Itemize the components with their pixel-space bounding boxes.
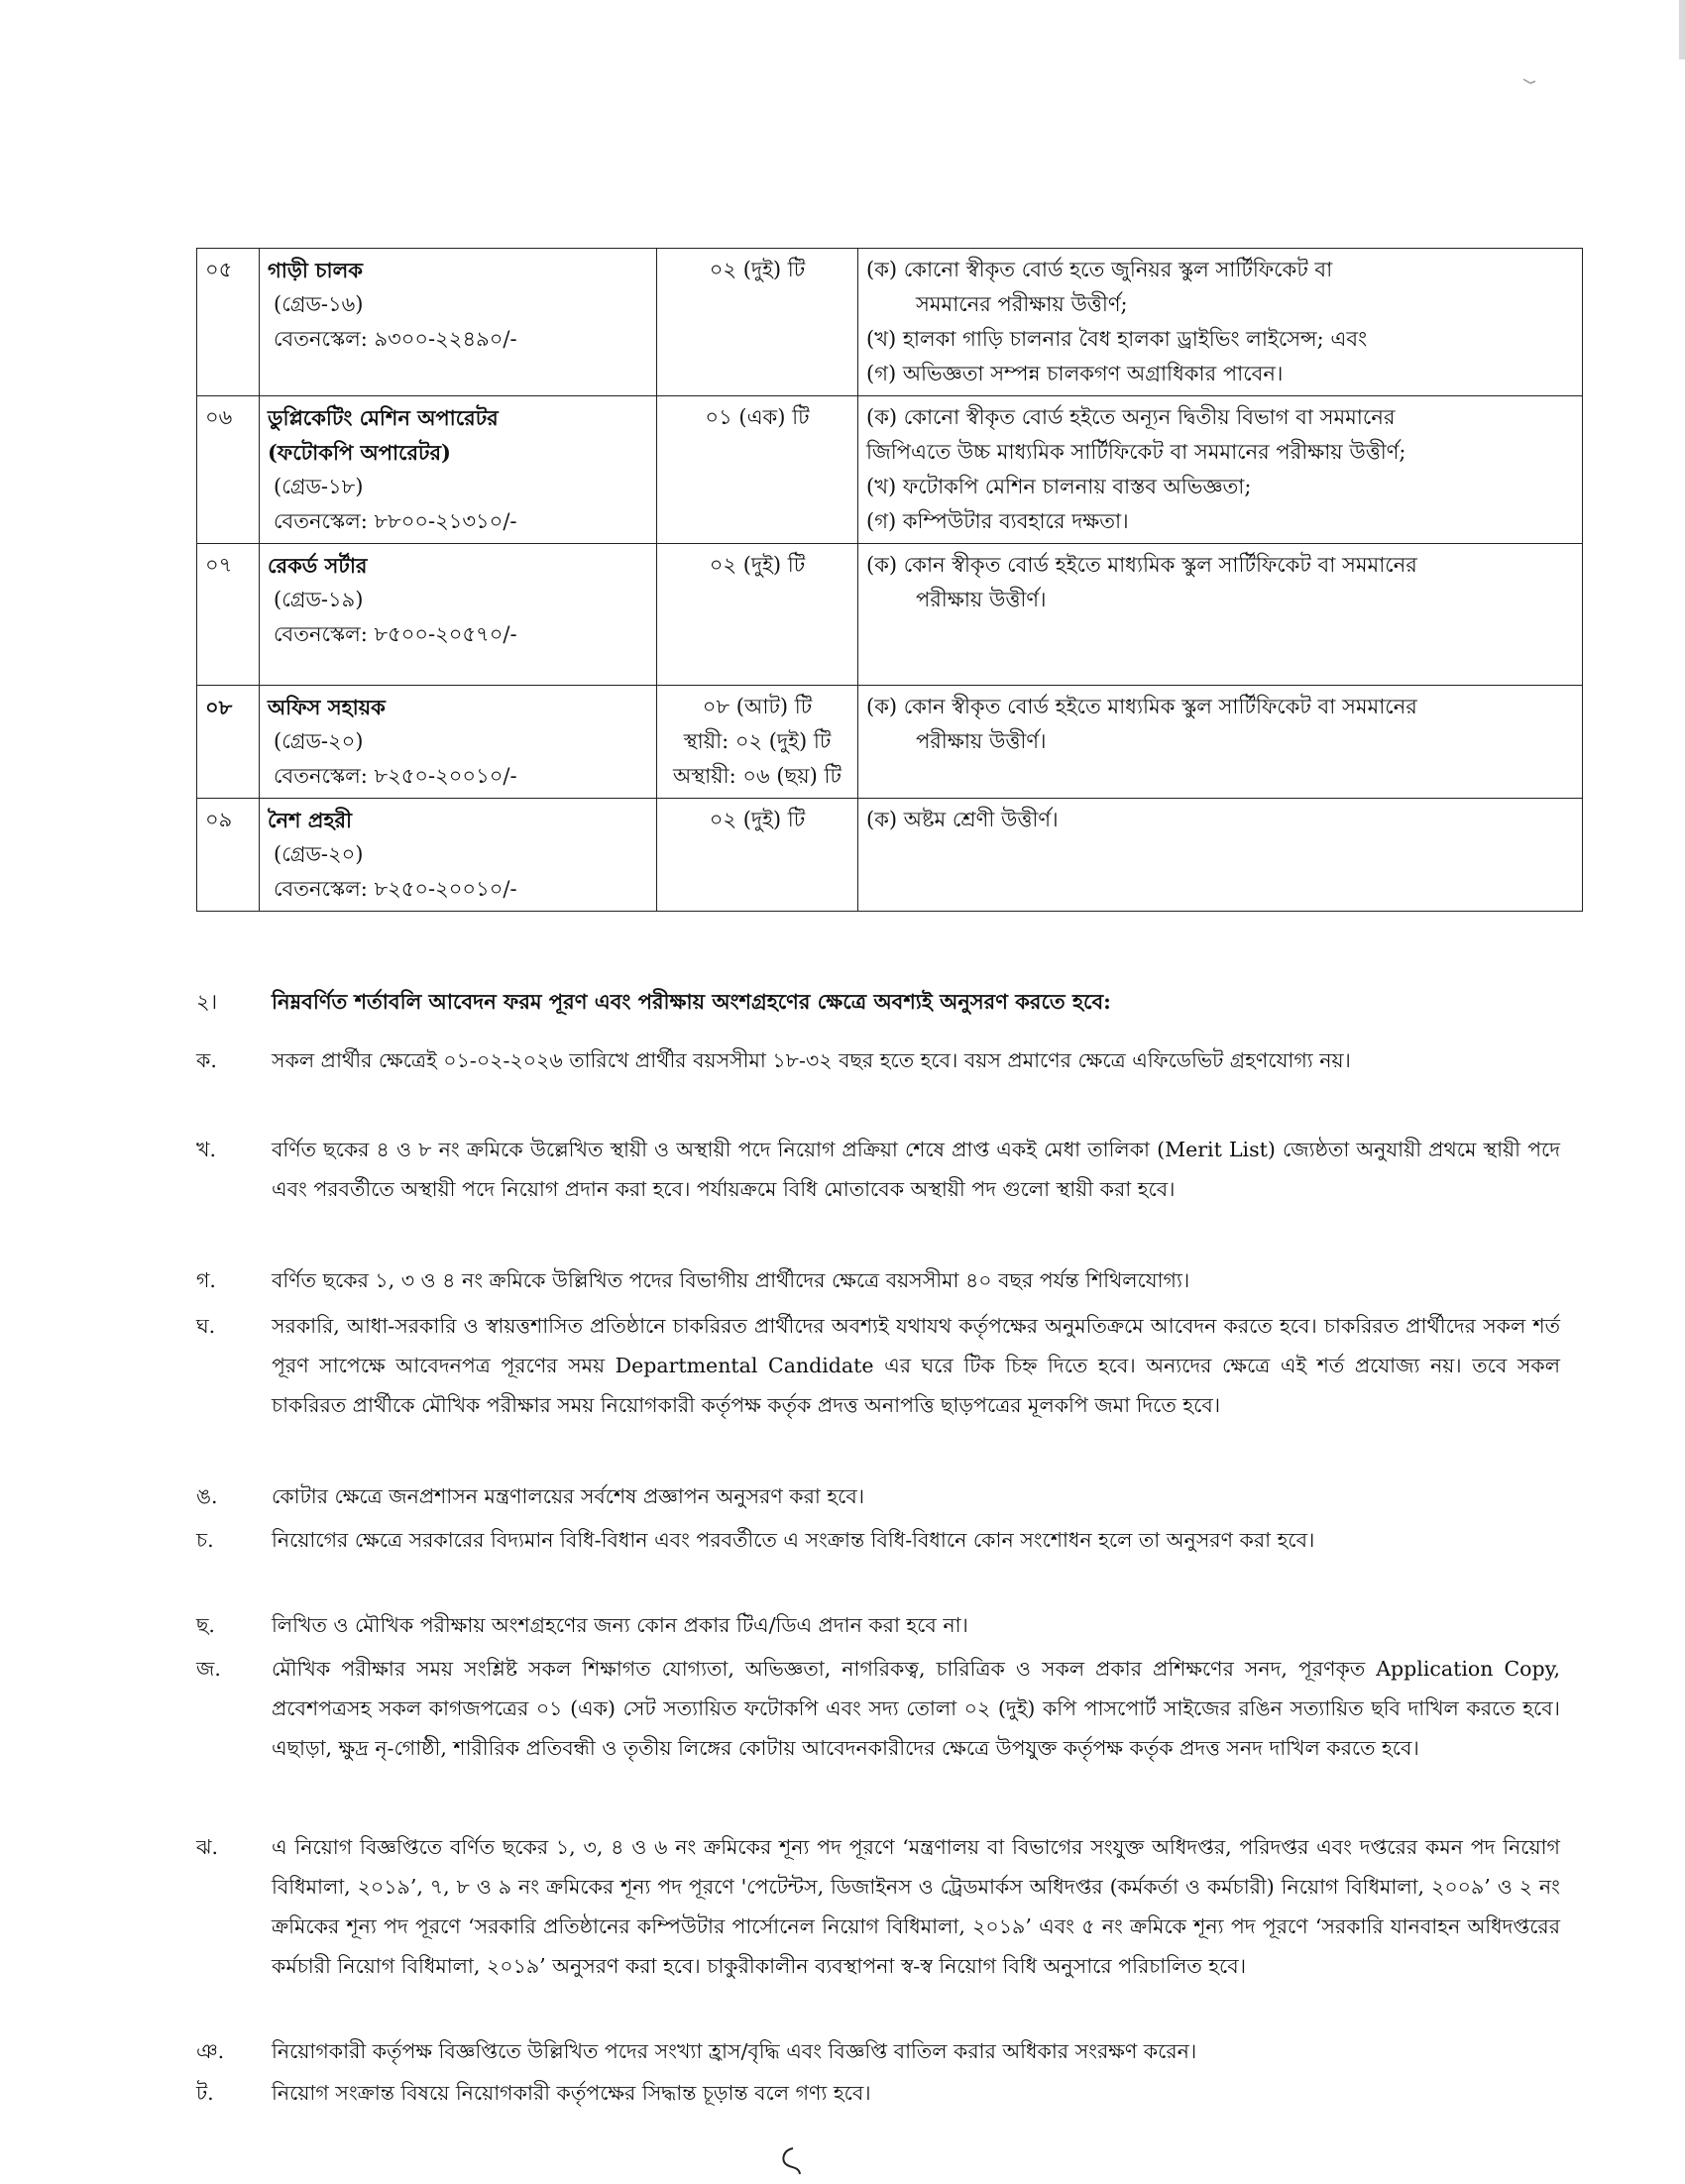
- table-row: [197, 396, 1583, 544]
- vacancy-count-cell: [657, 396, 858, 544]
- handwritten-page-number-icon: [777, 2144, 807, 2180]
- term-marker: ঞ.: [196, 2039, 225, 2063]
- post-grade: (গ্রেড-২০): [274, 729, 364, 753]
- post-title: নৈশ প্রহরী: [268, 808, 353, 832]
- page-number-mark: [777, 2144, 807, 2180]
- qualification-line: পরীক্ষায় উত্তীর্ণ।: [916, 588, 1047, 611]
- post-pay-scale: বেতনস্কেল: ৯৩০০-২২৪৯০/-: [274, 327, 517, 351]
- qualification-line: (ক) কোন স্বীকৃত বোর্ড হইতে মাধ্যমিক স্কুল সার্টিফিকেট বা সমমানের: [866, 695, 1417, 718]
- term-text: বর্ণিত ছকের ৪ ও ৮ নং ক্রমিকে উল্লেখিত স্থায়ী ও অস্থায়ী পদে নিয়োগ প্রক্রিয়া শেষে প্রাপ্ত একই মেধা তালিকা (Merit List) জ্যেষ্ঠতা অনুযায়ী প্রথমে স্থায়ী পদে এবং পরবর্তীতে অস্থায়ী পদে নিয়োগ প্রদান করা হবে। পর্যায়ক্রমে বিধি মোতাবেক অস্থায়ী পদ গুলো স্থায়ী করা হবে।: [272, 1138, 1560, 1201]
- qualification-line: (খ) হালকা গাড়ি চালনার বৈধ হালকা ড্রাইভিং লাইসেন্স; এবং: [866, 327, 1368, 351]
- post-pay-scale: বেতনস্কেল: ৮২৫০-২০০১০/-: [274, 764, 517, 788]
- term-marker: ট.: [196, 2081, 214, 2105]
- term-marker: খ.: [196, 1138, 216, 1161]
- vacancy-count: ০১ (এক) টি: [705, 405, 810, 429]
- qualification-line: (ক) কোন স্বীকৃত বোর্ড হইতে মাধ্যমিক স্কুল সার্টিফিকেট বা সমমানের: [866, 553, 1417, 577]
- post-pay-scale: বেতনস্কেল: ৮৮০০-২১৩১০/-: [274, 509, 517, 533]
- post-pay-scale: বেতনস্কেল: ৮৫০০-২০৫৭০/-: [274, 622, 517, 646]
- post-cell: [260, 686, 657, 799]
- table-row: [197, 249, 1583, 396]
- vacancy-count-cell: [657, 544, 858, 686]
- post-cell: [260, 544, 657, 686]
- term-text: এ নিয়োগ বিজ্ঞপ্তিতে বর্ণিত ছকের ১, ৩, ৪ ও ৬ নং ক্রমিকের শূন্য পদ পূরণে ‘মন্ত্রণালয় বা বিভাগের সংযুক্ত অধিদপ্তর, পরিদপ্তর এবং দপ্তরের কমন পদ নিয়োগ বিধিমালা, ২০১৯’, ৭, ৮ ও ৯ নং ক্রমিকের শূন্য পদ পূরণে 'পেটেন্টস, ডিজাইনস ও ট্রেডমার্কস অধিদপ্তর (কর্মকর্তা ও কর্মচারী) নিয়োগ বিধিমালা, ২০০৯’ ও ২ নং ক্রমিকের শূন্য পদ পূরণে ‘সরকারি প্রতিষ্ঠানের কম্পিউটার পার্সোনেল নিয়োগ বিধিমালা, ২০১৯’ এবং ৫ নং ক্রমিকে শূন্য পদ পূরণে ‘সরকারি যানবাহন অধিদপ্তরের কর্মচারী নিয়োগ বিধিমালা, ২০১৯’ অনুসরণ করা হবে। চাকুরীকালীন ব্যবস্থাপনা স্ব-স্ব নিয়োগ বিধি অনুসারে পরিচালিত হবে।: [272, 1835, 1560, 1978]
- scan-edge-shadow: [1679, 0, 1685, 59]
- row-serial: ০৫: [197, 249, 260, 396]
- section-number: ২।: [196, 990, 218, 1014]
- vacancy-count-cell: [657, 799, 858, 912]
- qualification-cell: [858, 396, 1583, 544]
- term-marker: চ.: [196, 1528, 214, 1552]
- term-text: লিখিত ও মৌখিক পরীক্ষায় অংশগ্রহণের জন্য কোন প্রকার টিএ/ডিএ প্রদান করা হবে না।: [272, 1613, 968, 1637]
- row-serial: ০৯: [197, 799, 260, 912]
- qualification-cell: [858, 799, 1583, 912]
- term-marker: জ.: [196, 1657, 221, 1681]
- post-title: রেকর্ড সর্টার: [268, 553, 368, 578]
- vacancy-count: ০২ (দুই) টি: [709, 808, 806, 831]
- post-grade: (গ্রেড-১৯): [274, 588, 364, 611]
- term-text: সকল প্রার্থীর ক্ষেত্রেই ০১-০২-২০২৬ তারিখে প্রার্থীর বয়সসীমা ১৮-৩২ বছর হতে হবে। বয়স প্রমাণের ক্ষেত্রে এফিডেভিট গ্রহণযোগ্য নয়।: [272, 1048, 1351, 1072]
- term-text: কোটার ক্ষেত্রে জনপ্রশাসন মন্ত্রণালয়ের সর্বশেষ প্রজ্ঞাপন অনুসরণ করা হবে।: [272, 1484, 865, 1508]
- row-serial: ০৭: [197, 544, 260, 686]
- term-marker: গ.: [196, 1268, 216, 1292]
- post-title-extra: (ফটোকপি অপারেটর): [268, 440, 451, 465]
- table-row: [197, 799, 1583, 912]
- table-row: [197, 686, 1583, 799]
- term-text: নিয়োগ সংক্রান্ত বিষয়ে নিয়োগকারী কর্তৃপক্ষের সিদ্ধান্ত চূড়ান্ত বলে গণ্য হবে।: [272, 2081, 871, 2105]
- table-row: [197, 544, 1583, 686]
- qualification-line: (ক) অষ্টম শ্রেণী উত্তীর্ণ।: [866, 808, 1059, 831]
- qualification-line: (ক) কোনো স্বীকৃত বোর্ড হতে জুনিয়র স্কুল সার্টিফিকেট বা: [866, 258, 1333, 281]
- term-marker: ক.: [196, 1048, 217, 1072]
- term-marker: ঘ.: [196, 1314, 216, 1338]
- scan-speck-icon: [1522, 77, 1536, 87]
- qualification-line: (গ) কম্পিউটার ব্যবহারে দক্ষতা।: [866, 509, 1129, 533]
- section-title: নিম্নবর্ণিত শর্তাবলি আবেদন ফরম পূরণ এবং পরীক্ষায় অংশগ্রহণের ক্ষেত্রে অবশ্যই অনুসরণ করতে হবে:: [272, 989, 1111, 1014]
- qualification-line: জিপিএতে উচ্চ মাধ্যমিক সার্টিফিকেট বা সমমানের পরীক্ষায় উত্তীর্ণ;: [866, 440, 1406, 464]
- qualification-cell: [858, 544, 1583, 686]
- qualification-line: সমমানের পরীক্ষায় উত্তীর্ণ;: [916, 292, 1128, 316]
- qualification-cell: [858, 249, 1583, 396]
- vacancy-count-permanent: স্থায়ী: ০২ (দুই) টি: [683, 729, 832, 753]
- post-grade: (গ্রেড-১৬): [274, 292, 364, 316]
- vacancy-count-temporary: অস্থায়ী: ০৬ (ছয়) টি: [673, 764, 842, 788]
- post-cell: [260, 249, 657, 396]
- post-title: গাড়ী চালক: [268, 258, 363, 282]
- qualification-line: (গ) অভিজ্ঞতা সম্পন্ন চালকগণ অগ্রাধিকার পাবেন।: [866, 362, 1284, 385]
- vacancy-count-cell: [657, 249, 858, 396]
- term-text: সরকারি, আধা-সরকারি ও স্বায়ত্তশাসিত প্রতিষ্ঠানে চাকরিরত প্রার্থীদের অবশ্যই যথাযথ কর্তৃপক্ষের অনুমতিক্রমে আবেদন করতে হবে। চাকরিরত প্রার্থীদের সকল শর্ত পূরণ সাপেক্ষে আবেদনপত্র পূরণের সময় Departmental Candidate এর ঘরে টিক চিহ্ন দিতে হবে। অন্যদের ক্ষেত্রে এই শর্ত প্রযোজ্য নয়। তবে সকল চাকরিরত প্রার্থীকে মৌখিক পরীক্ষার সময় নিয়োগকারী কর্তৃপক্ষ কর্তৃক প্রদত্ত অনাপত্তি ছাড়পত্রের মূলকপি জমা দিতে হবে।: [272, 1314, 1560, 1417]
- posts-table: [196, 248, 1583, 912]
- vacancy-count: ০৮ (আট) টি: [702, 695, 813, 718]
- term-marker: ঝ.: [196, 1835, 219, 1859]
- term-text: নিয়োগকারী কর্তৃপক্ষ বিজ্ঞপ্তিতে উল্লিখিত পদের সংখ্যা হ্রাস/বৃদ্ধি এবং বিজ্ঞপ্তি বাতিল করার অধিকার সংরক্ষণ করেন।: [272, 2039, 1197, 2063]
- post-grade: (গ্রেড-২০): [274, 842, 364, 866]
- post-pay-scale: বেতনস্কেল: ৮২৫০-২০০১০/-: [274, 877, 517, 901]
- term-text: বর্ণিত ছকের ১, ৩ ও ৪ নং ক্রমিকে উল্লিখিত পদের বিভাগীয় প্রার্থীদের ক্ষেত্রে বয়সসীমা ৪০ বছর পর্যন্ত শিথিলযোগ্য।: [272, 1268, 1190, 1292]
- term-text: নিয়োগের ক্ষেত্রে সরকারের বিদ্যমান বিধি-বিধান এবং পরবর্তীতে এ সংক্রান্ত বিধি-বিধানে কোন সংশোধন হলে তা অনুসরণ করা হবে।: [272, 1528, 1315, 1552]
- row-serial: ০৮: [197, 686, 260, 799]
- qualification-line: (ক) কোনো স্বীকৃত বোর্ড হইতে অন্যূন দ্বিতীয় বিভাগ বা সমমানের: [866, 405, 1396, 429]
- qualification-cell: [858, 686, 1583, 799]
- term-marker: ছ.: [196, 1613, 215, 1637]
- post-cell: [260, 396, 657, 544]
- qualification-line: (খ) ফটোকপি মেশিন চালনায় বাস্তব অভিজ্ঞতা;: [866, 475, 1252, 498]
- term-text: মৌখিক পরীক্ষার সময় সংশ্লিষ্ট সকল শিক্ষাগত যোগ্যতা, অভিজ্ঞতা, নাগরিকত্ব, চারিত্রিক ও সকল প্রকার প্রশিক্ষণের সনদ, পূরণকৃত Application Copy, প্রবেশপত্রসহ সকল কাগজপত্রের ০১ (এক) সেট সত্যায়িত ফটোকপি এবং সদ্য তোলা ০২ (দুই) কপি পাসপোর্ট সাইজের রঙিন সত্যায়িত ছবি দাখিল করতে হবে। এছাড়া, ক্ষুদ্র নৃ-গোষ্ঠী, শারীরিক প্রতিবন্ধী ও তৃতীয় লিঙ্গের কোটায় আবেদনকারীদের ক্ষেত্রে উপযুক্ত কর্তৃপক্ষ কর্তৃক প্রদত্ত সনদ দাখিল করতে হবে।: [272, 1657, 1560, 1760]
- qualification-line: পরীক্ষায় উত্তীর্ণ।: [916, 729, 1047, 753]
- row-serial: ০৬: [197, 396, 260, 544]
- post-title: অফিস সহায়ক: [268, 695, 386, 719]
- vacancy-count: ০২ (দুই) টি: [709, 553, 806, 577]
- post-cell: [260, 799, 657, 912]
- term-marker: ঙ.: [196, 1484, 218, 1508]
- post-grade: (গ্রেড-১৮): [274, 475, 364, 498]
- vacancy-count-cell: [657, 686, 858, 799]
- vacancy-count: ০২ (দুই) টি: [709, 258, 806, 281]
- post-title: ডুপ্লিকেটিং মেশিন অপারেটর: [268, 405, 499, 430]
